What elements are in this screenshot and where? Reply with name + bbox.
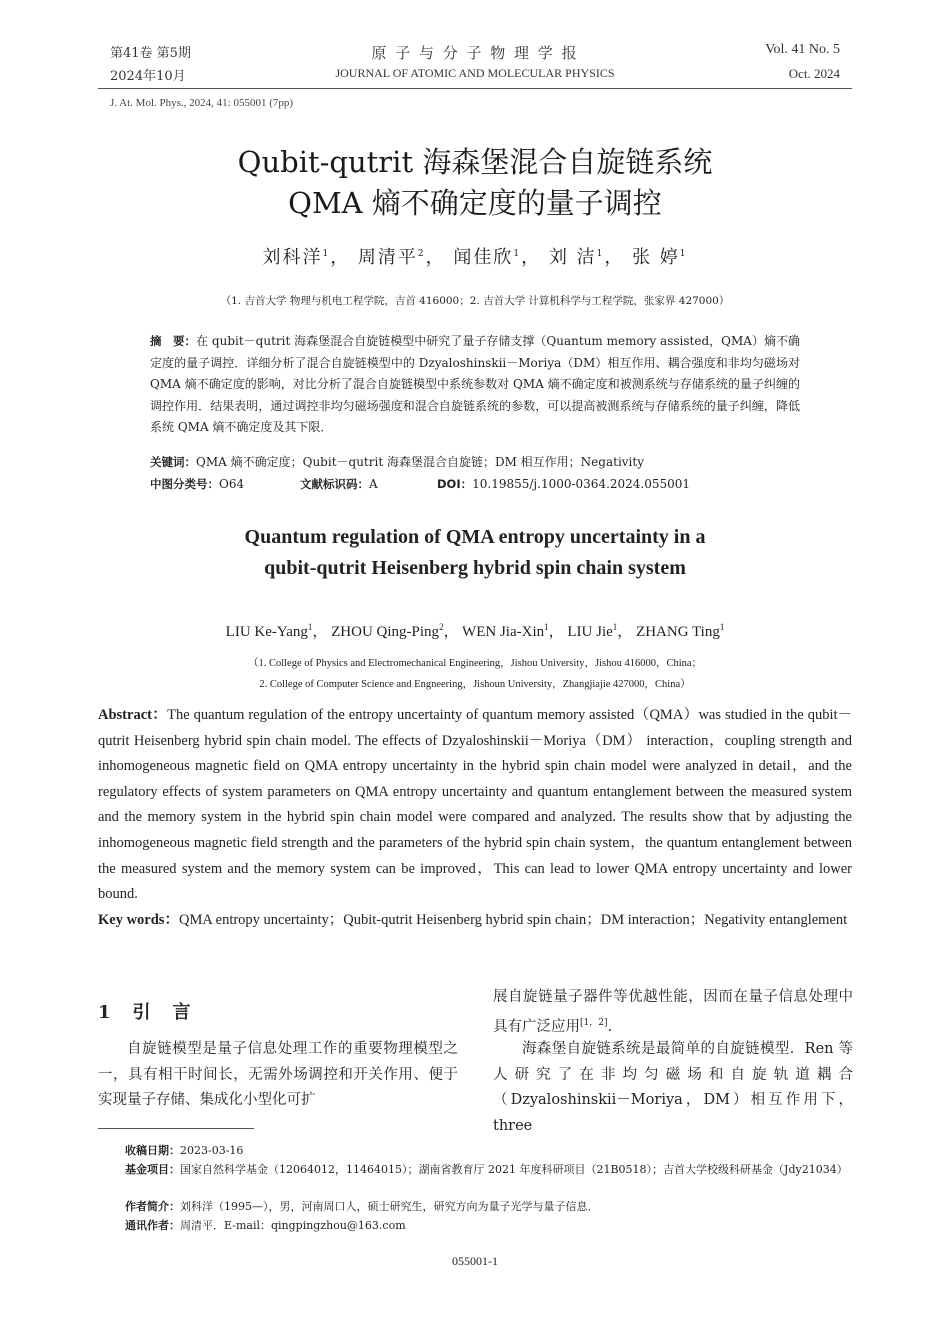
header-date-en: Oct. 2024	[788, 66, 840, 81]
abstract-en-label: Abstract：	[98, 707, 168, 723]
header-journal-cn: 原 子 与 分 子 物 理 学 报	[371, 44, 579, 62]
affiliation-en-line1: （1. College of Physics and Electromechanical Engineering，Jishou University，Jishou 416000，China；	[247, 658, 703, 669]
keywords-en-label: Key words：	[98, 912, 179, 928]
page-number: 055001-1	[452, 1254, 498, 1268]
keywords-cn-text: QMA 熵不确定度；Qubit－qutrit 海森堡混合自旋链；DM 相互作用；Negativity	[196, 455, 644, 469]
classification-clc: 中图分类号：O64	[150, 477, 245, 491]
title-cn-line1: Qubit-qutrit 海森堡混合自旋链系统	[237, 145, 713, 179]
doi: DOI：10.19855/j.1000-0364.2024.055001	[437, 477, 691, 491]
header-journal-en: JOURNAL OF ATOMIC AND MOLECULAR PHYSICS	[335, 66, 615, 80]
abstract-cn-label: 摘 要：	[150, 334, 197, 348]
title-cn	[0, 142, 950, 224]
authors-en: LIU Ke-Yang$^1$， ZHOU Qing-Ping$^2$， WEN Jia-Xin$^1$， LIU Jie$^1$， ZHANG Ting$^1$	[225, 622, 725, 640]
affiliation-cn: （1. 吉首大学 物理与机电工程学院，吉首 416000；2. 吉首大学 计算机科学与工程学院，张家界 427000）	[220, 295, 730, 307]
author-en: LIU Ke-Yang$^1$	[225, 622, 313, 640]
title-en	[0, 522, 950, 584]
abstract-cn-text: 在 qubit－qutrit 海森堡混合自旋链模型中研究了量子存储支撑（Quantum memory assisted，QMA）熵不确定度的量子调控．详细分析了混合自旋链模型中的 Dzyaloshinskii－Moriya（DM）相互作用、耦合强度和非均匀磁场对 QMA 熵不确定度的影响，对比分析了混合自旋链模型中系统参数对 QMA 熵不确定度和被测系统与存储系统的量子纠缠的调控作用．结果表明，通过调控非均匀磁场强度和混合自旋链系统的参数，可以提高被测系统与存储系统的量子纠缠，降低系统 QMA 熵不确定度及其下限．	[150, 334, 801, 434]
citation-line: J. At. Mol. Phys., 2024, 41: 055001 (7pp)	[110, 97, 294, 109]
header-date-cn: 2024年10月	[110, 69, 186, 84]
body-right-paragraph-2: 海森堡自旋链系统是最简单的自旋链模型．Ren 等人研究了在非均匀磁场和自旋轨道耦合（Dzyaloshinskii－Moriya，DM）相互作用下，three	[493, 1041, 853, 1134]
affiliation-en-line2: 2. College of Computer Science and Engneering，Jishoun University，Zhangjiajie 427000，China）	[259, 679, 691, 690]
author-cn: 刘科洋$^1$	[262, 247, 331, 268]
header-rule	[98, 88, 852, 89]
citation-ref: [1，2]	[580, 1017, 608, 1028]
footnote-corresponding: 通讯作者：周清平．E-mail：qingpingzhou@163.com	[125, 1219, 406, 1232]
body-left-paragraph: 自旋链模型是量子信息处理工作的重要物理模型之一，具有相干时间长，无需外场调控和开关作用、便于实现量子存储、集成化小型化可扩	[98, 1041, 458, 1109]
section-heading: 1 引 言	[98, 1002, 193, 1023]
title-en-line1: Quantum regulation of QMA entropy uncertainty in a	[244, 526, 706, 548]
title-cn-line2: QMA 熵不确定度的量子调控	[288, 186, 662, 220]
author-en: LIU Jie$^1$	[567, 622, 618, 640]
abstract-en	[98, 703, 852, 908]
author-en: ZHANG Ting$^1$	[636, 622, 725, 640]
header-volume-en: Vol. 41 No. 5	[765, 42, 840, 57]
authors-cn: 刘科洋$^1$， 周清平$^2$， 闻佳欣$^1$， 刘 洁$^1$， 张 婷$^1$	[262, 247, 688, 268]
header-volume-cn: 第41卷 第5期	[110, 46, 191, 61]
author-cn: 张 婷$^1$	[632, 247, 688, 268]
author-en: ZHOU Qing-Ping$^2$	[331, 622, 444, 640]
keywords-cn-label: 关键词：	[150, 455, 196, 469]
footnote-received: 收稿日期：2023-03-16	[125, 1144, 244, 1157]
keywords-en	[98, 908, 852, 934]
title-en-line2: qubit-qutrit Heisenberg hybrid spin chain system	[264, 557, 686, 579]
abstract-cn	[150, 331, 800, 439]
author-cn: 周清平$^2$	[357, 247, 426, 268]
keywords-cn	[150, 453, 800, 470]
author-cn: 刘 洁$^1$	[548, 247, 605, 268]
footnote-rule	[98, 1128, 254, 1129]
keywords-en-text: QMA entropy uncertainty；Qubit-qutrit Heisenberg hybrid spin chain；DM interaction；Negativity entanglement	[178, 912, 848, 928]
body-right-paragraph-1: 展自旋链量子器件等优越性能，因而在量子信息处理中具有广泛应用[1，2].	[493, 989, 853, 1035]
classification-doc: 文献标识码：A	[300, 477, 378, 491]
author-en: WEN Jia-Xin$^1$	[462, 622, 549, 640]
author-cn: 闻佳欣$^1$	[453, 247, 522, 268]
abstract-en-text: The quantum regulation of the entropy uncertainty of quantum memory assisted（QMA）was studied in the qubit－qutrit Heisenberg hybrid spin chain model. The effects of Dzyaloshinskii－Moriya（DM） interaction，coupling strength and inhomogeneous magnetic field on QMA entropy uncertainty in the hybrid spin chain model were analyzed in detail，and the regulatory effects of system parameters on QMA entropy uncertainty and quantum entanglement between the measured system and the memory system in the hybrid spin chain model were compared and analyzed. The results show that by adjusting the inhomogeneous magnetic field strength and the parameters of the hybrid spin chain system，the quantum entanglement between the measured system and the memory system can be improved，This can lead to lower QMA entropy uncertainty and lower bound.	[98, 707, 852, 903]
footnote-fund: 基金项目：国家自然科学基金（12064012，11464015）；湖南省教育厅 2021 年度科研项目（21B0518）；吉首大学校级科研基金（Jdy21034）	[125, 1163, 848, 1176]
footnote-bio: 作者简介：刘科洋（1995—），男，河南周口人，硕士研究生，研究方向为量子光学与量子信息．	[125, 1200, 599, 1213]
